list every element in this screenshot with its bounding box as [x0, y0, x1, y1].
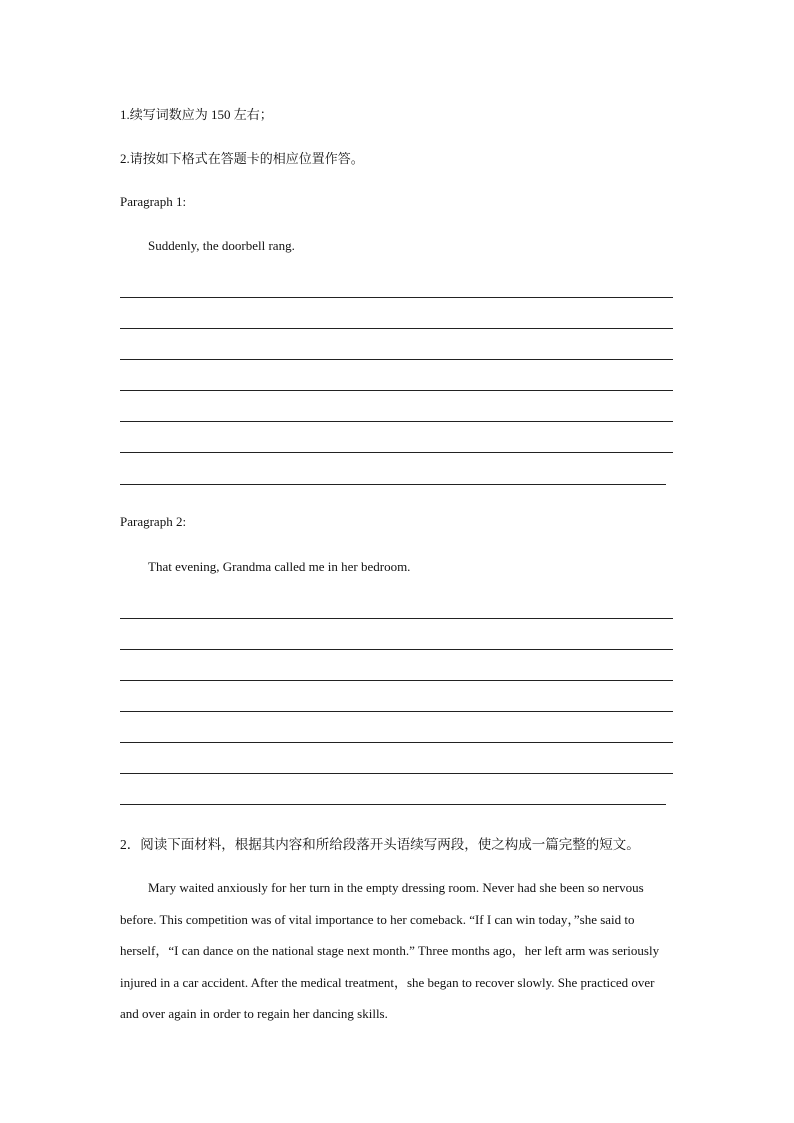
paragraph-2-opening: That evening, Grandma called me in her bedroom. — [148, 559, 411, 574]
answer-line — [120, 452, 673, 453]
passage-text: Mary waited anxiously for her turn in the empty dressing room. Never had she been so nervous before. This competition was of vital importance to her comeback. “If I can win today，”she said to herself，“I can dance on the national stage next month.” Three months ago，her left arm was seriously injured in a car accident. After the medical treatment，she began to recover slowly. She practiced over and over again in order to regain her dancing skills. — [120, 880, 660, 1022]
paragraph-1-label: Paragraph 1: — [120, 194, 187, 209]
answer-line — [120, 421, 673, 422]
answer-line — [120, 297, 673, 298]
answer-line — [120, 328, 673, 329]
answer-line — [120, 649, 673, 650]
answer-line — [120, 742, 673, 743]
answer-line — [120, 711, 673, 712]
paragraph-1-opening: Suddenly, the doorbell rang. — [148, 238, 295, 253]
instruction-item-1: 1.续写词数应为 150 左右； — [120, 107, 273, 122]
paragraph-2-label: Paragraph 2: — [120, 514, 187, 529]
answer-line — [120, 773, 673, 774]
answer-line — [120, 484, 666, 485]
answer-line — [120, 390, 673, 391]
question-2-prompt: 2．阅读下面材料，根据其内容和所给段落开头语续写两段，使之构成一篇完整的短文。 — [120, 837, 640, 852]
answer-line — [120, 680, 673, 681]
answer-line — [120, 804, 666, 805]
answer-line — [120, 359, 673, 360]
question-2-passage — [120, 872, 676, 1030]
instruction-item-2: 2.请按如下格式在答题卡的相应位置作答。 — [120, 151, 364, 166]
answer-line — [120, 618, 673, 619]
